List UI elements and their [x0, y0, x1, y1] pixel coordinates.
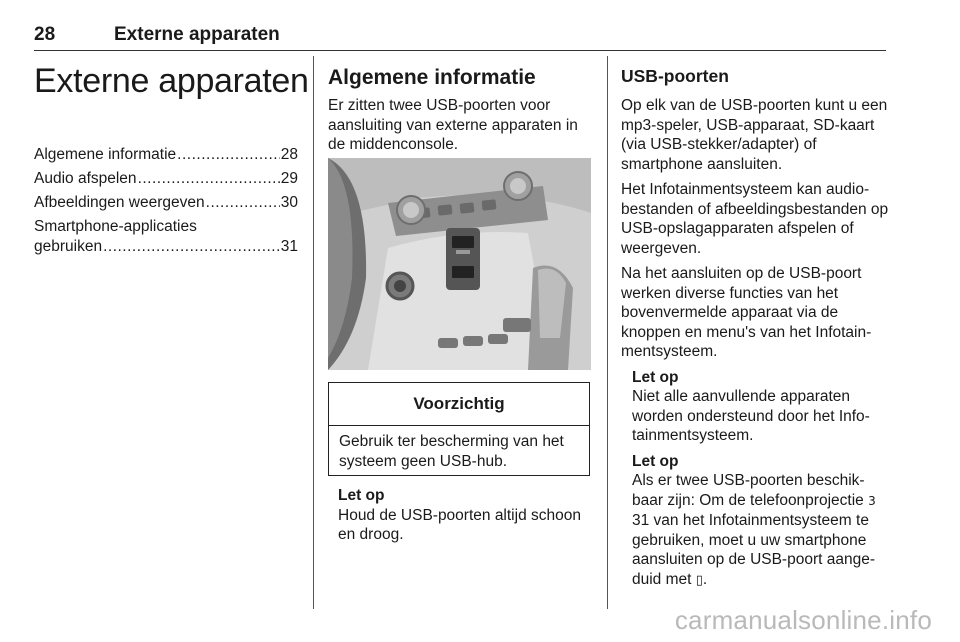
toc-entry[interactable]: [34, 193, 298, 213]
warning-box: [328, 382, 590, 476]
toc-leader-dots: [206, 193, 280, 213]
toc-leader-dots: [138, 169, 280, 189]
note-unsupported-devices: [632, 368, 889, 446]
usb-ports-content: [621, 96, 889, 590]
watermark: carmanualsonline.info: [674, 605, 932, 635]
column-divider-right: [607, 56, 608, 609]
running-header: Externe apparaten: [114, 24, 280, 45]
toc-entry-label: Audio afspelen: [34, 170, 137, 187]
toc-entry[interactable]: [34, 169, 298, 189]
toc-entry-label: Afbeeldingen weergeven: [34, 194, 205, 211]
toc-leader-dots: [177, 145, 280, 165]
column-divider-left: [313, 56, 314, 609]
usb-console-illustration: [328, 158, 591, 370]
note-text: Houd de USB-poorten altijd schoon en droog.: [338, 506, 581, 543]
smartphone-icon: ▯: [695, 572, 703, 588]
warning-text: Gebruik ter bescherming van het systeem geen USB-hub.: [339, 433, 564, 470]
header-rule: [34, 50, 886, 51]
toc-entry[interactable]: [34, 145, 298, 165]
note-title: Let op: [632, 368, 679, 386]
toc-entry-page: 30: [280, 194, 298, 211]
chapter-title: Externe apparaten: [34, 62, 309, 100]
toc-entry[interactable]: [34, 217, 298, 257]
note-text: Als er twee USB-poorten beschik-baar zijn: Om de telefoonprojectie 3 31 van het Infotainmentsysteem te gebruiken, moet u uw smartphone aansluiten op de USB-poort aange-duid met ▯.: [632, 472, 876, 588]
page-reference-icon[interactable]: 3: [868, 493, 876, 508]
toc-entry-page: 31: [280, 238, 298, 255]
note-title: Let op: [338, 487, 385, 504]
intro-paragraph: Er zitten twee USB-poorten voor aansluiting van externe apparaten in de middenconsole.: [328, 97, 578, 153]
note-text: Niet alle aanvullende apparaten worden ondersteund door het Info-tainmentsysteem.: [632, 388, 870, 444]
section-title-algemene-informatie: Algemene informatie: [328, 66, 536, 89]
toc-entry-label-line1: Smartphone-applicaties: [34, 218, 197, 235]
page-number: 28: [34, 24, 56, 45]
toc-entry-label: gebruiken: [34, 238, 103, 255]
toc-entry-page: 28: [280, 146, 298, 163]
paragraph: Na het aansluiten op de USB-poort werken diverse functies van het bovenvermelde apparaat via de knoppen en menu's van het Infotain-mentsysteem.: [621, 265, 872, 360]
note-title: Let op: [632, 452, 679, 470]
paragraph: Het Infotainmentsysteem kan audio-bestanden of afbeeldingsbestanden op USB-opslagapparaten afspelen of weergeven.: [621, 181, 889, 257]
note-phone-projection: [632, 452, 889, 591]
toc-entry-label: Algemene informatie: [34, 146, 177, 163]
toc-leader-dots: [103, 237, 280, 257]
toc: [34, 145, 298, 261]
note-clean-usb: [338, 486, 593, 545]
paragraph: Op elk van de USB-poorten kunt u een mp3-speler, USB-apparaat, SD-kaart (via USB-stekker/adapter) of smartphone aansluiten.: [621, 97, 888, 173]
section-title-usb-poorten: USB-poorten: [621, 66, 729, 86]
warning-title: Voorzichtig: [329, 383, 589, 426]
toc-entry-page: 29: [280, 170, 298, 187]
